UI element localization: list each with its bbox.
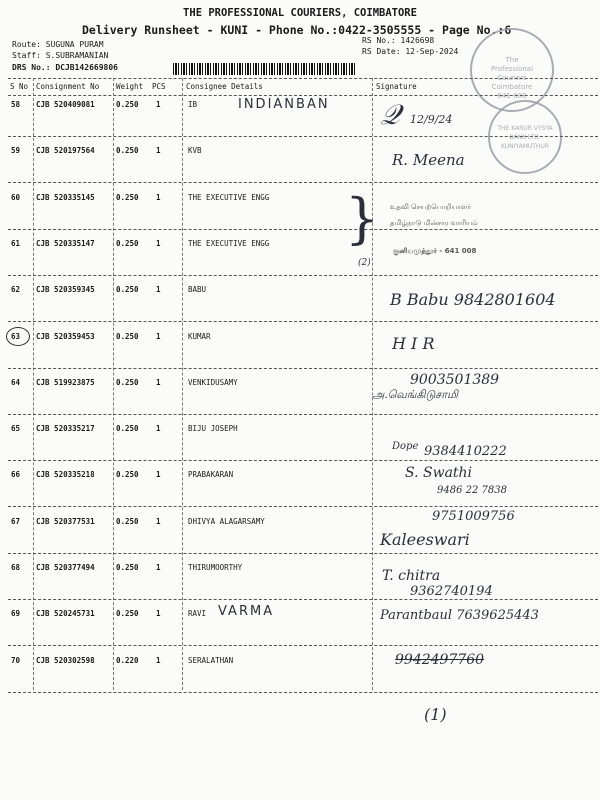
- col-header-signature: Signature: [376, 82, 417, 91]
- row-weight: 0.250: [116, 100, 139, 109]
- signature-67: 9751009756: [432, 509, 515, 524]
- row-sno: 65: [11, 424, 21, 433]
- row-consignee: IB: [188, 100, 198, 109]
- signature-67-name: Kaleeswari: [380, 530, 470, 549]
- row-weight: 0.250: [116, 285, 139, 294]
- row-sno: 67: [11, 517, 21, 526]
- signature-58: 12/9/24: [410, 113, 453, 126]
- row-weight: 0.250: [116, 563, 139, 572]
- signature-63: H I R: [392, 334, 435, 353]
- runsheet-subtitle: Delivery Runsheet - KUNI - Phone No.:0422-3505555 - Page No.:6: [82, 23, 512, 37]
- row-consignment-no: CJB 519923875: [36, 378, 95, 387]
- row-consignment-no: CJB 520335145: [36, 193, 95, 202]
- row-pcs: 1: [156, 146, 161, 155]
- row-separator: [8, 692, 598, 693]
- signature-69: Parantbaul 7639625443: [380, 608, 539, 623]
- row-separator: [8, 182, 598, 183]
- row-consignment-no: CJB 520335217: [36, 424, 95, 433]
- row-separator: [8, 136, 598, 137]
- row-weight: 0.250: [116, 239, 139, 248]
- row-pcs: 1: [156, 100, 161, 109]
- signature-70: 9942497760: [395, 652, 485, 668]
- table-top-border: [8, 78, 598, 79]
- row-consignee: RAVI: [188, 609, 207, 618]
- col-header-consignment: Consignment No: [36, 82, 100, 91]
- row-weight: 0.250: [116, 378, 139, 387]
- row-consignee: VENKIDUSAMY: [188, 378, 238, 387]
- row-separator: [8, 275, 598, 276]
- signature-64: 9003501389: [410, 372, 500, 388]
- row-consignment-no: CJB 520197564: [36, 146, 95, 155]
- row-pcs: 1: [156, 332, 161, 341]
- signature-64-name: அ.வெங்கிடுசாமி: [372, 388, 458, 401]
- signature-61-mark: (2): [358, 258, 371, 268]
- route-label: Route: SUGUNA PURAM: [12, 40, 104, 49]
- row-weight: 0.250: [116, 609, 139, 618]
- row-sno: 66: [11, 470, 21, 479]
- drs-label: DRS No.: DCJB142669806: [12, 63, 118, 72]
- row-consignment-no: CJB 520377531: [36, 517, 95, 526]
- row-weight: 0.250: [116, 424, 139, 433]
- row-pcs: 1: [156, 239, 161, 248]
- row-sno: 62: [11, 285, 21, 294]
- row-sno: 59: [11, 146, 21, 155]
- row-consignment-no: CJB 520335147: [36, 239, 95, 248]
- row-consignment-no: CJB 520245731: [36, 609, 95, 618]
- row-separator: [8, 229, 598, 230]
- signature-68: 9362740194: [410, 584, 493, 599]
- header-divider: [8, 95, 598, 96]
- row-sno: 58: [11, 100, 21, 109]
- barcode: [173, 63, 356, 75]
- signature-58-scrawl: 𝒬: [380, 98, 401, 131]
- col-header-consignee: Consignee Details: [186, 82, 263, 91]
- row-pcs: 1: [156, 517, 161, 526]
- row-consignee: THE EXECUTIVE ENGG: [188, 239, 270, 248]
- seal-line-3: குனியமுத்தூர் - 641 008: [393, 247, 477, 255]
- row-consignee: DHIVYA ALAGARSAMY: [188, 517, 265, 526]
- rs-no: RS No.: 1426698: [362, 36, 435, 45]
- row-weight: 0.250: [116, 332, 139, 341]
- signature-62: B Babu 9842801604: [390, 290, 556, 309]
- signature-65-prefix: Dope: [392, 441, 419, 452]
- row-sno: 60: [11, 193, 21, 202]
- brace-mark: }: [345, 187, 380, 250]
- seal-line-2: தமிழ்நாடு மின்சார வாரியம்: [390, 219, 478, 227]
- col-header-sno: S No: [10, 82, 29, 91]
- row-consignment-no: CJB 520302598: [36, 656, 95, 665]
- row-separator: [8, 460, 598, 461]
- row-sno: 63: [11, 332, 21, 341]
- row-consignee: PRABAKARAN: [188, 470, 234, 479]
- hand-consignee-58: INDIANBAN: [238, 97, 330, 112]
- signature-59: R. Meena: [392, 151, 465, 169]
- signature-66-name: S. Swathi: [405, 465, 473, 481]
- row-separator: [8, 599, 598, 600]
- row-pcs: 1: [156, 378, 161, 387]
- row-weight: 0.250: [116, 470, 139, 479]
- row-consignment-no: CJB 520359453: [36, 332, 95, 341]
- hand-consignee-69: VARMA: [218, 604, 275, 619]
- seal-line-1: உதவி செயற்பொறியாளர்: [390, 203, 472, 211]
- row-weight: 0.250: [116, 517, 139, 526]
- row-separator: [8, 368, 598, 369]
- signature-68-name: T. chitra: [382, 568, 441, 584]
- row-consignee: BABU: [188, 285, 207, 294]
- staff-label: Staff: S.SUBRAMANIAN: [12, 51, 109, 60]
- row-sno: 68: [11, 563, 21, 572]
- col-header-pcs: PCS: [152, 82, 166, 91]
- row-separator: [8, 645, 598, 646]
- row-consignment-no: CJB 520359345: [36, 285, 95, 294]
- courier-stamp: The Professional Couriers Coimbatore 641 008: [470, 28, 554, 112]
- row-consignee: THE EXECUTIVE ENGG: [188, 193, 270, 202]
- row-consignment-no: CJB 520409081: [36, 100, 95, 109]
- row-pcs: 1: [156, 424, 161, 433]
- row-separator: [8, 553, 598, 554]
- row-consignee: THIRUMOORTHY: [188, 563, 243, 572]
- row-consignee: SERALATHAN: [188, 656, 234, 665]
- row-weight: 0.250: [116, 146, 139, 155]
- company-title: THE PROFESSIONAL COURIERS, COIMBATORE: [183, 7, 417, 19]
- row-sno: 70: [11, 656, 21, 665]
- row-pcs: 1: [156, 470, 161, 479]
- row-pcs: 1: [156, 563, 161, 572]
- row-weight: 0.220: [116, 656, 139, 665]
- row-pcs: 1: [156, 193, 161, 202]
- row-sno: 64: [11, 378, 21, 387]
- row-consignee: KUMAR: [188, 332, 211, 341]
- row-separator: [8, 506, 598, 507]
- row-sno: 69: [11, 609, 21, 618]
- signature-65: 9384410222: [424, 444, 507, 459]
- footer-circled-mark: (1): [424, 705, 447, 724]
- row-consignee: KVB: [188, 146, 202, 155]
- row-consignee: BIJU JOSEPH: [188, 424, 238, 433]
- row-pcs: 1: [156, 285, 161, 294]
- col-header-weight: Weight: [116, 82, 144, 91]
- row-pcs: 1: [156, 656, 161, 665]
- rs-date: RS Date: 12-Sep-2024: [362, 47, 459, 56]
- signature-66: 9486 22 7838: [437, 485, 507, 496]
- row-separator: [8, 321, 598, 322]
- row-weight: 0.250: [116, 193, 139, 202]
- row-consignment-no: CJB 520335218: [36, 470, 95, 479]
- row-separator: [8, 414, 598, 415]
- row-sno: 61: [11, 239, 21, 248]
- bank-stamp: THE KARUR VYSYA BANK LTD. KUNIYAMUTHUR: [488, 100, 562, 174]
- row-pcs: 1: [156, 609, 161, 618]
- circled-row-mark: [6, 327, 30, 346]
- row-consignment-no: CJB 520377494: [36, 563, 95, 572]
